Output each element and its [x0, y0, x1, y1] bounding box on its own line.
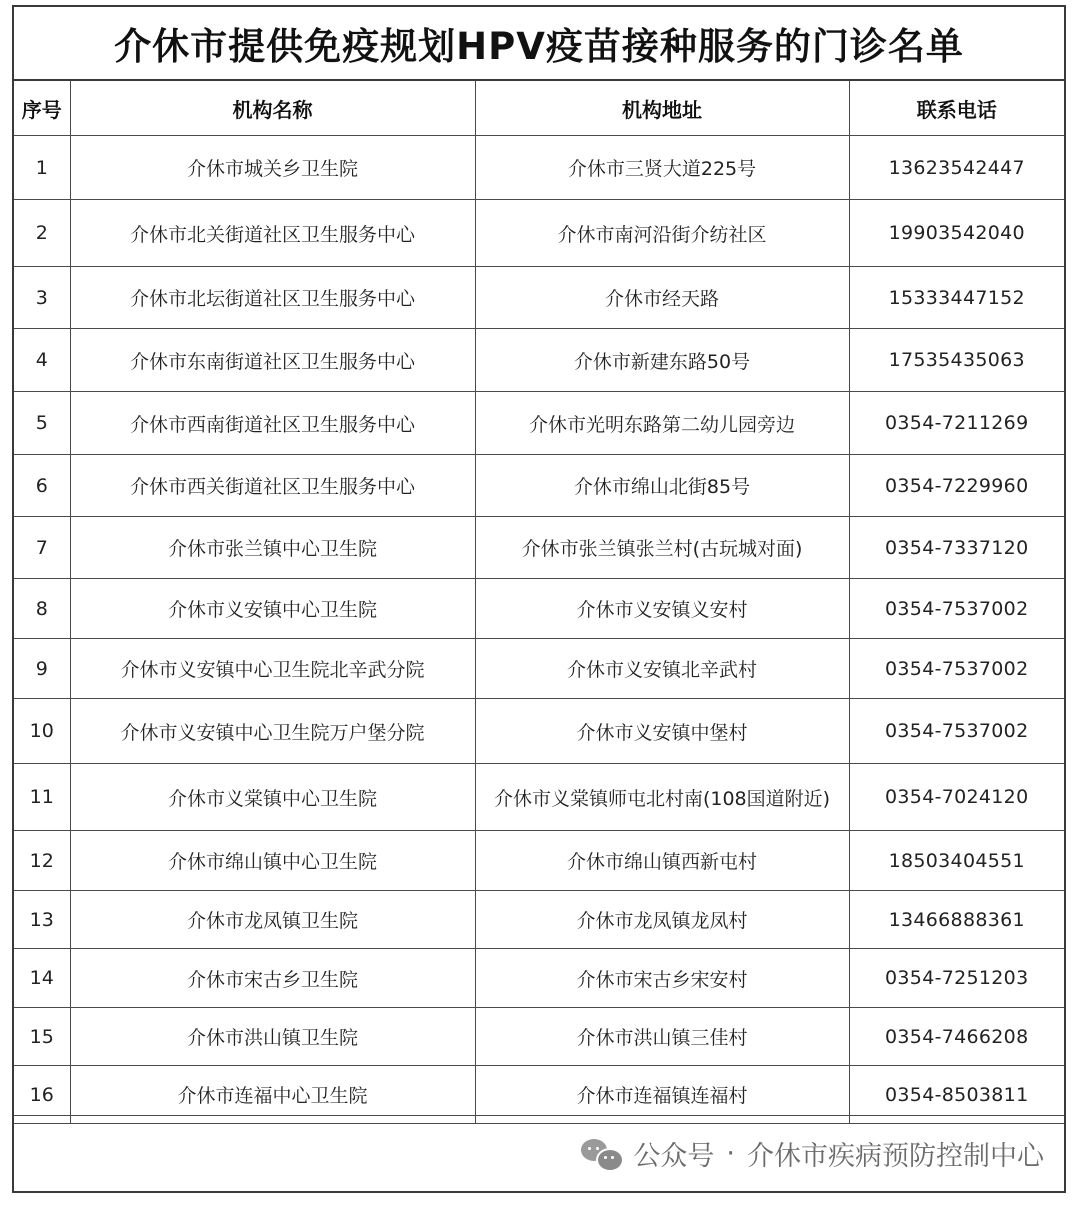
footer-label: 公众号 — [633, 1141, 715, 1172]
cell-institution-address: 介休市连福镇连福村 — [475, 1066, 849, 1124]
cell-institution-name: 介休市义安镇中心卫生院北辛武分院 — [70, 639, 475, 699]
cell-index: 3 — [14, 267, 70, 329]
cell-index: 14 — [14, 949, 70, 1008]
cell-institution-name: 介休市洪山镇卫生院 — [70, 1008, 475, 1066]
cell-index: 12 — [14, 831, 70, 891]
cell-institution-address: 介休市宋古乡宋安村 — [475, 949, 849, 1008]
cell-phone: 15333447152 — [849, 267, 1064, 329]
cell-phone: 0354-8503811 — [849, 1066, 1064, 1124]
cell-phone: 0354-7537002 — [849, 639, 1064, 699]
cell-institution-name: 介休市西南街道社区卫生服务中心 — [70, 392, 475, 455]
table-row — [14, 699, 1064, 764]
cell-phone: 0354-7024120 — [849, 764, 1064, 831]
cell-institution-address: 介休市义安镇中堡村 — [475, 699, 849, 764]
cell-institution-address: 介休市南河沿街介纺社区 — [475, 200, 849, 267]
cell-index: 9 — [14, 639, 70, 699]
cell-institution-name: 介休市北关街道社区卫生服务中心 — [70, 200, 475, 267]
cell-index: 6 — [14, 455, 70, 517]
cell-institution-name: 介休市宋古乡卫生院 — [70, 949, 475, 1008]
cell-institution-name: 介休市义安镇中心卫生院万户堡分院 — [70, 699, 475, 764]
cell-index: 16 — [14, 1066, 70, 1124]
table-row — [14, 455, 1064, 517]
table-row — [14, 136, 1064, 200]
table-row — [14, 579, 1064, 639]
cell-index: 15 — [14, 1008, 70, 1066]
cell-institution-address: 介休市洪山镇三佳村 — [475, 1008, 849, 1066]
cell-index: 11 — [14, 764, 70, 831]
cell-institution-name: 介休市东南街道社区卫生服务中心 — [70, 329, 475, 392]
table-row — [14, 891, 1064, 949]
table-row — [14, 517, 1064, 579]
header-institution-address: 机构地址 — [475, 81, 849, 136]
table-row — [14, 1008, 1064, 1066]
header-phone: 联系电话 — [849, 81, 1064, 136]
footer-account-name: 介休市疾病预防控制中心 — [747, 1141, 1044, 1172]
cell-institution-address: 介休市义安镇北辛武村 — [475, 639, 849, 699]
cell-institution-address: 介休市光明东路第二幼儿园旁边 — [475, 392, 849, 455]
cell-index: 10 — [14, 699, 70, 764]
cell-institution-address: 介休市绵山镇西新屯村 — [475, 831, 849, 891]
cell-phone: 19903542040 — [849, 200, 1064, 267]
page-title: 介休市提供免疫规划HPV疫苗接种服务的门诊名单 — [14, 7, 1064, 81]
cell-institution-address: 介休市龙凤镇龙凤村 — [475, 891, 849, 949]
cell-institution-name: 介休市龙凤镇卫生院 — [70, 891, 475, 949]
wechat-icon — [581, 1137, 623, 1171]
cell-institution-address: 介休市三贤大道225号 — [475, 136, 849, 200]
cell-institution-address: 介休市新建东路50号 — [475, 329, 849, 392]
table-row — [14, 392, 1064, 455]
cell-phone: 0354-7229960 — [849, 455, 1064, 517]
cell-phone: 13466888361 — [849, 891, 1064, 949]
cell-index: 13 — [14, 891, 70, 949]
table-row — [14, 639, 1064, 699]
cell-index: 5 — [14, 392, 70, 455]
clinic-table — [14, 81, 1064, 1124]
table-header-row — [14, 81, 1064, 136]
cell-institution-address: 介休市绵山北街85号 — [475, 455, 849, 517]
cell-index: 7 — [14, 517, 70, 579]
cell-index: 2 — [14, 200, 70, 267]
cell-institution-name: 介休市连福中心卫生院 — [70, 1066, 475, 1124]
cell-institution-address: 介休市张兰镇张兰村(古玩城对面) — [475, 517, 849, 579]
cell-institution-name: 介休市绵山镇中心卫生院 — [70, 831, 475, 891]
cell-index: 1 — [14, 136, 70, 200]
table-row — [14, 267, 1064, 329]
table-row — [14, 329, 1064, 392]
cell-phone: 18503404551 — [849, 831, 1064, 891]
table-row — [14, 831, 1064, 891]
cell-index: 4 — [14, 329, 70, 392]
cell-institution-address: 介休市义安镇义安村 — [475, 579, 849, 639]
table-row — [14, 764, 1064, 831]
cell-institution-address: 介休市经天路 — [475, 267, 849, 329]
cell-institution-name: 介休市义安镇中心卫生院 — [70, 579, 475, 639]
cell-phone: 13623542447 — [849, 136, 1064, 200]
cell-institution-name: 介休市义棠镇中心卫生院 — [70, 764, 475, 831]
footer-watermark — [14, 1115, 1064, 1191]
table-row — [14, 200, 1064, 267]
header-institution-name: 机构名称 — [70, 81, 475, 136]
cell-phone: 0354-7337120 — [849, 517, 1064, 579]
table-row — [14, 949, 1064, 1008]
cell-phone: 0354-7537002 — [849, 579, 1064, 639]
footer-separator: · — [726, 1138, 735, 1169]
cell-institution-address: 介休市义棠镇师屯北村南(108国道附近) — [475, 764, 849, 831]
cell-phone: 0354-7537002 — [849, 699, 1064, 764]
cell-institution-name: 介休市西关街道社区卫生服务中心 — [70, 455, 475, 517]
document-frame — [12, 5, 1066, 1193]
cell-phone: 0354-7466208 — [849, 1008, 1064, 1066]
cell-institution-name: 介休市张兰镇中心卫生院 — [70, 517, 475, 579]
cell-index: 8 — [14, 579, 70, 639]
cell-phone: 0354-7251203 — [849, 949, 1064, 1008]
cell-institution-name: 介休市城关乡卫生院 — [70, 136, 475, 200]
cell-institution-name: 介休市北坛街道社区卫生服务中心 — [70, 267, 475, 329]
header-index: 序号 — [14, 81, 70, 136]
cell-phone: 0354-7211269 — [849, 392, 1064, 455]
cell-phone: 17535435063 — [849, 329, 1064, 392]
